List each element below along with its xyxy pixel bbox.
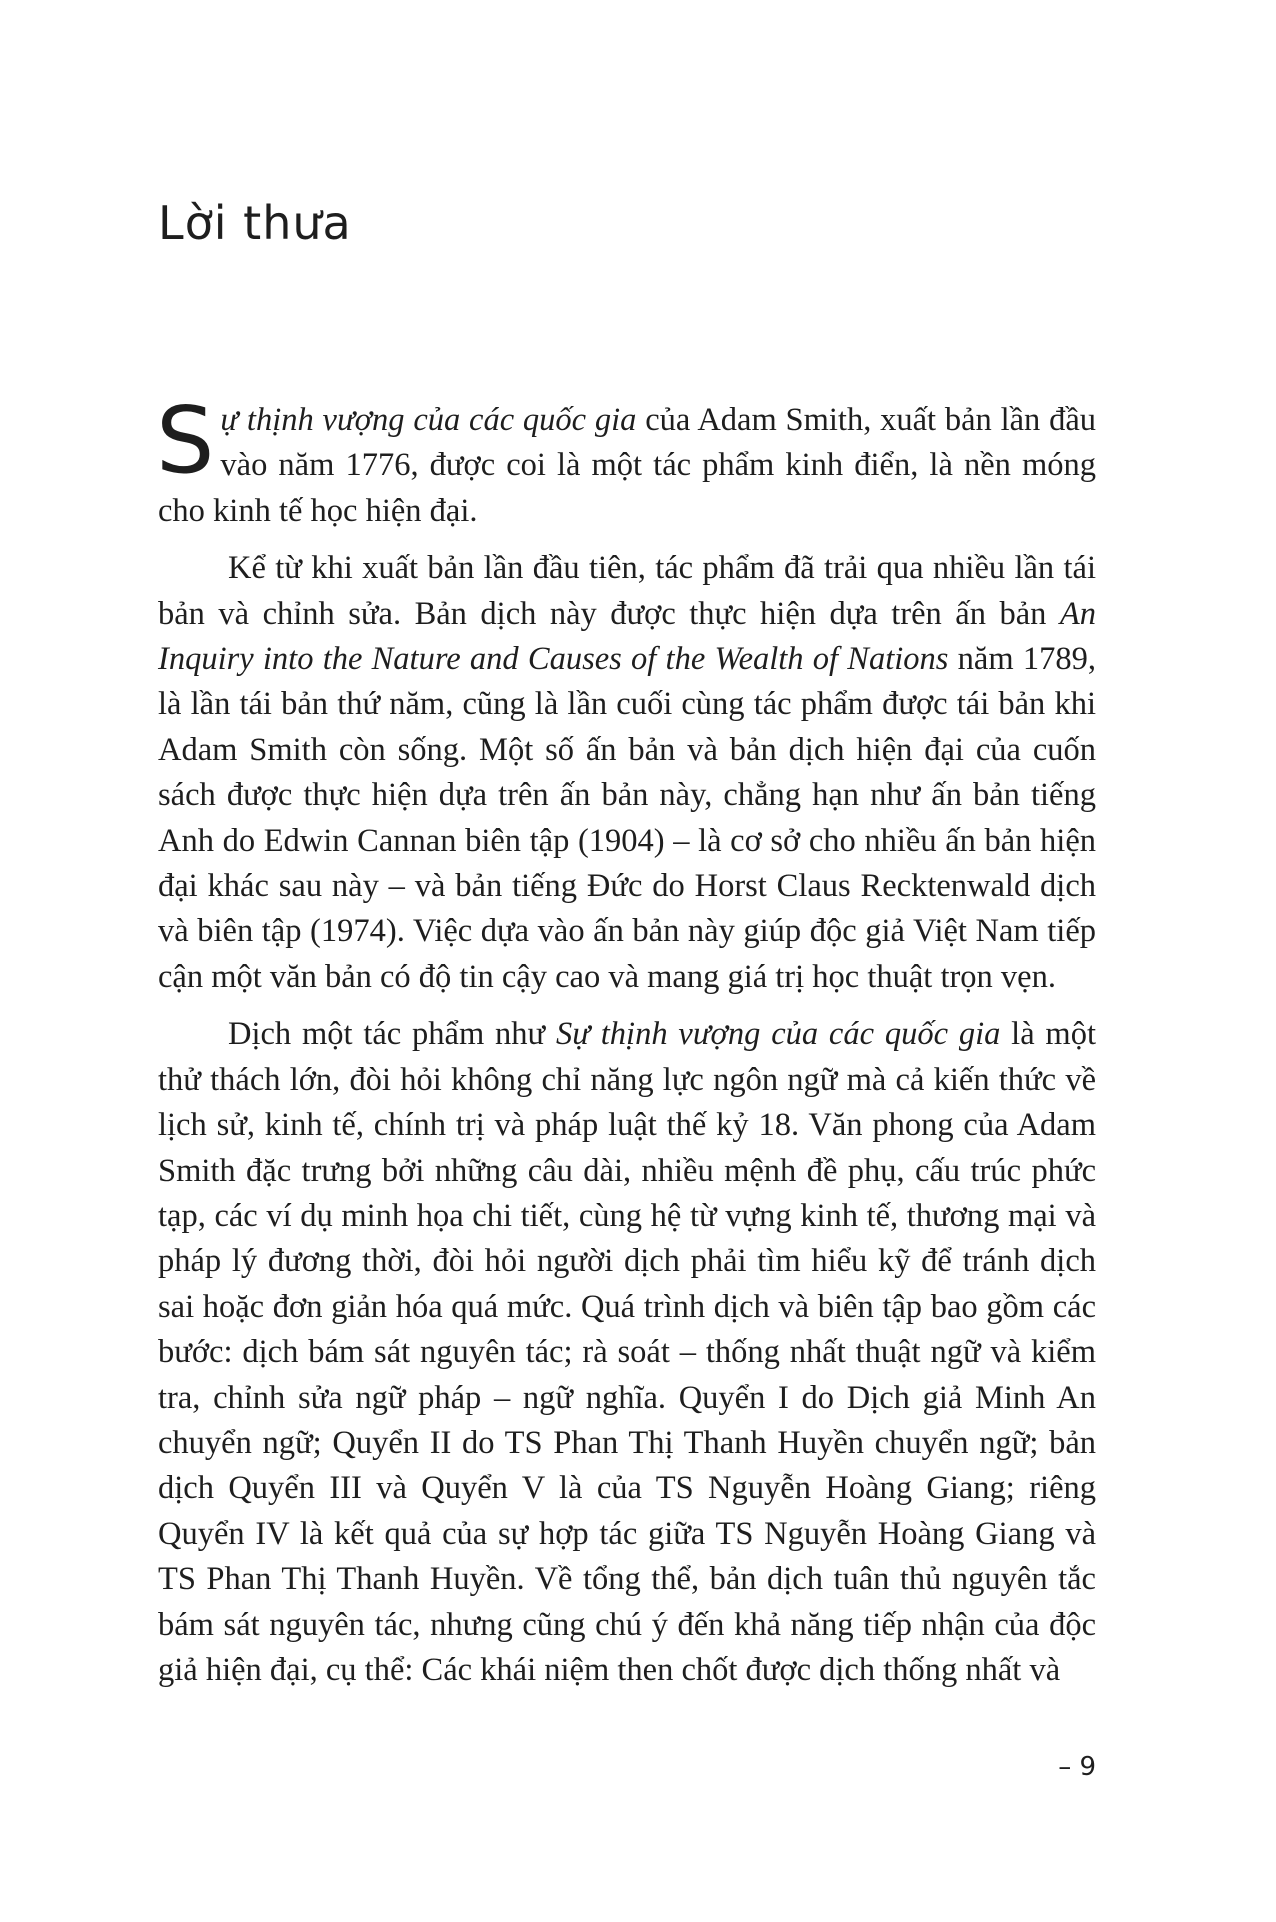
paragraph-1 xyxy=(156,387,1096,534)
page-title: Lời thưa xyxy=(158,196,352,250)
page-number: – 9 xyxy=(1058,1752,1096,1782)
body-text xyxy=(156,387,1096,1705)
paragraph-2-text-a: Kể từ khi xuất bản lần đầu tiên, tác phẩm đã trải qua nhiều lần tái bản và chỉnh sửa. Bản dịch này được thực hiện dựa trên ấn bản xyxy=(158,550,1096,632)
paragraph-3-text-a: Dịch một tác phẩm như xyxy=(228,1016,556,1053)
italic-book-title-2: Sự thịnh vượng của các quốc gia xyxy=(555,1016,1001,1053)
paragraph-3 xyxy=(158,1012,1096,1693)
paragraph-2-text-b: năm 1789, là lần tái bản thứ năm, cũng là lần cuối cùng tác phẩm được tái bản khi Adam Smith còn sống. Một số ấn bản và bản dịch hiện đại của cuốn sách được thực hiện dựa trên ấn bản này, chẳng hạn như ấn bản tiếng Anh do Edwin Cannan biên tập (1904) – là cơ sở cho nhiều ấn bản hiện đại khác sau này – và bản tiếng Đức do Horst Claus Recktenwald dịch và biên tập (1974). Việc dựa vào ấn bản này giúp độc giả Việt Nam tiếp cận một văn bản có độ tin cậy cao và mang giá trị học thuật trọn vẹn. xyxy=(158,641,1096,995)
paragraph-3-text-b: là một thử thách lớn, đòi hỏi không chỉ năng lực ngôn ngữ mà cả kiến thức về lịch sử, kinh tế, chính trị và pháp luật thế kỷ 18. Văn phong của Adam Smith đặc trưng bởi những câu dài, nhiều mệnh đề phụ, cấu trúc phức tạp, các ví dụ minh họa chi tiết, cùng hệ từ vựng kinh tế, thương mại và pháp lý đương thời, đòi hỏi người dịch phải tìm hiểu kỹ để tránh dịch sai hoặc đơn giản hóa quá mức. Quá trình dịch và biên tập bao gồm các bước: dịch bám sát nguyên tác; rà soát – thống nhất thuật ngữ và kiểm tra, chỉnh sửa ngữ pháp – ngữ nghĩa. Quyển I do Dịch giả Minh An chuyển ngữ; Quyển II do TS Phan Thị Thanh Huyền chuyển ngữ; bản dịch Quyển III và Quyển V là của TS Nguyễn Hoàng Giang; riêng Quyển IV là kết quả của sự hợp tác giữa TS Nguyễn Hoàng Giang và TS Phan Thị Thanh Huyền. Về tổng thể, bản dịch tuân thủ nguyên tắc bám sát nguyên tác, nhưng cũng chú ý đến khả năng tiếp nhận của độc giả hiện đại, cụ thể: Các khái niệm then chốt được dịch thống nhất và xyxy=(158,1016,1096,1688)
paragraph-2 xyxy=(158,546,1096,1000)
italic-book-title: ự thịnh vượng của các quốc gia xyxy=(220,402,637,438)
paragraph-1-text: của Adam Smith, xuất bản lần đầu vào năm 1776, được coi là một tác phẩm kinh điển, là nền móng cho kinh tế học hiện đại. xyxy=(158,402,1096,529)
italic-english-title: An Inquiry into the Nature and Causes of the Wealth of Nations xyxy=(158,595,1096,678)
drop-cap: S xyxy=(156,387,215,494)
